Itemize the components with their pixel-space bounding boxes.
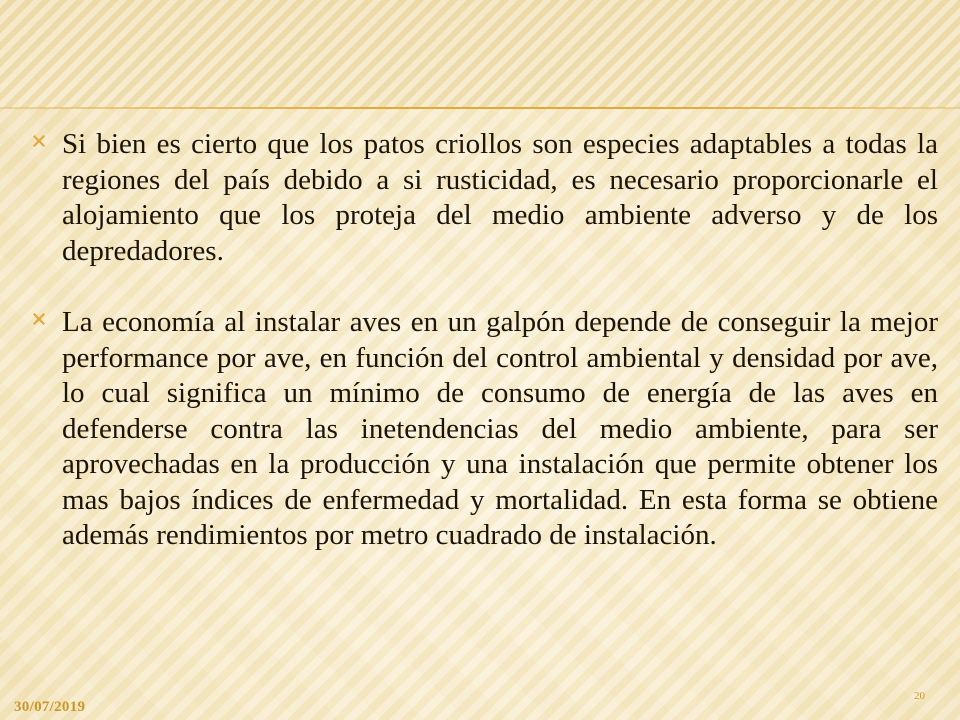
accent-rule [0,107,960,109]
footer-date: 30/07/2019 [14,699,86,715]
bullet-text: Si bien es cierto que los patos criollos son especies adaptables a todas la regiones del país debido a si rusticidad, es necesario proporcionarle el alojamiento que los proteja del medio ambiente adverso y de los depredadores. [62,128,938,267]
bullet-item [30,127,938,269]
bullet-item [30,305,938,554]
x-mark-icon [30,310,48,328]
page-number: 20 [914,690,925,702]
x-mark-icon [30,132,48,150]
title-band [0,0,960,108]
bullet-text: La economía al instalar aves en un galpón depende de conseguir la mejor performance por ave, en función del control ambiental y densidad por ave, lo cual significa un mínimo de consumo de energía de las aves en defenderse contra las inetendencias del medio ambiente, para ser aprovechadas en la producción y una instalación que permite obtener los mas bajos índices de enfermedad y mortalidad. En esta forma se obtiene además rendimientos por metro cuadrado de instalación. [62,306,938,551]
slide-body [30,127,938,590]
